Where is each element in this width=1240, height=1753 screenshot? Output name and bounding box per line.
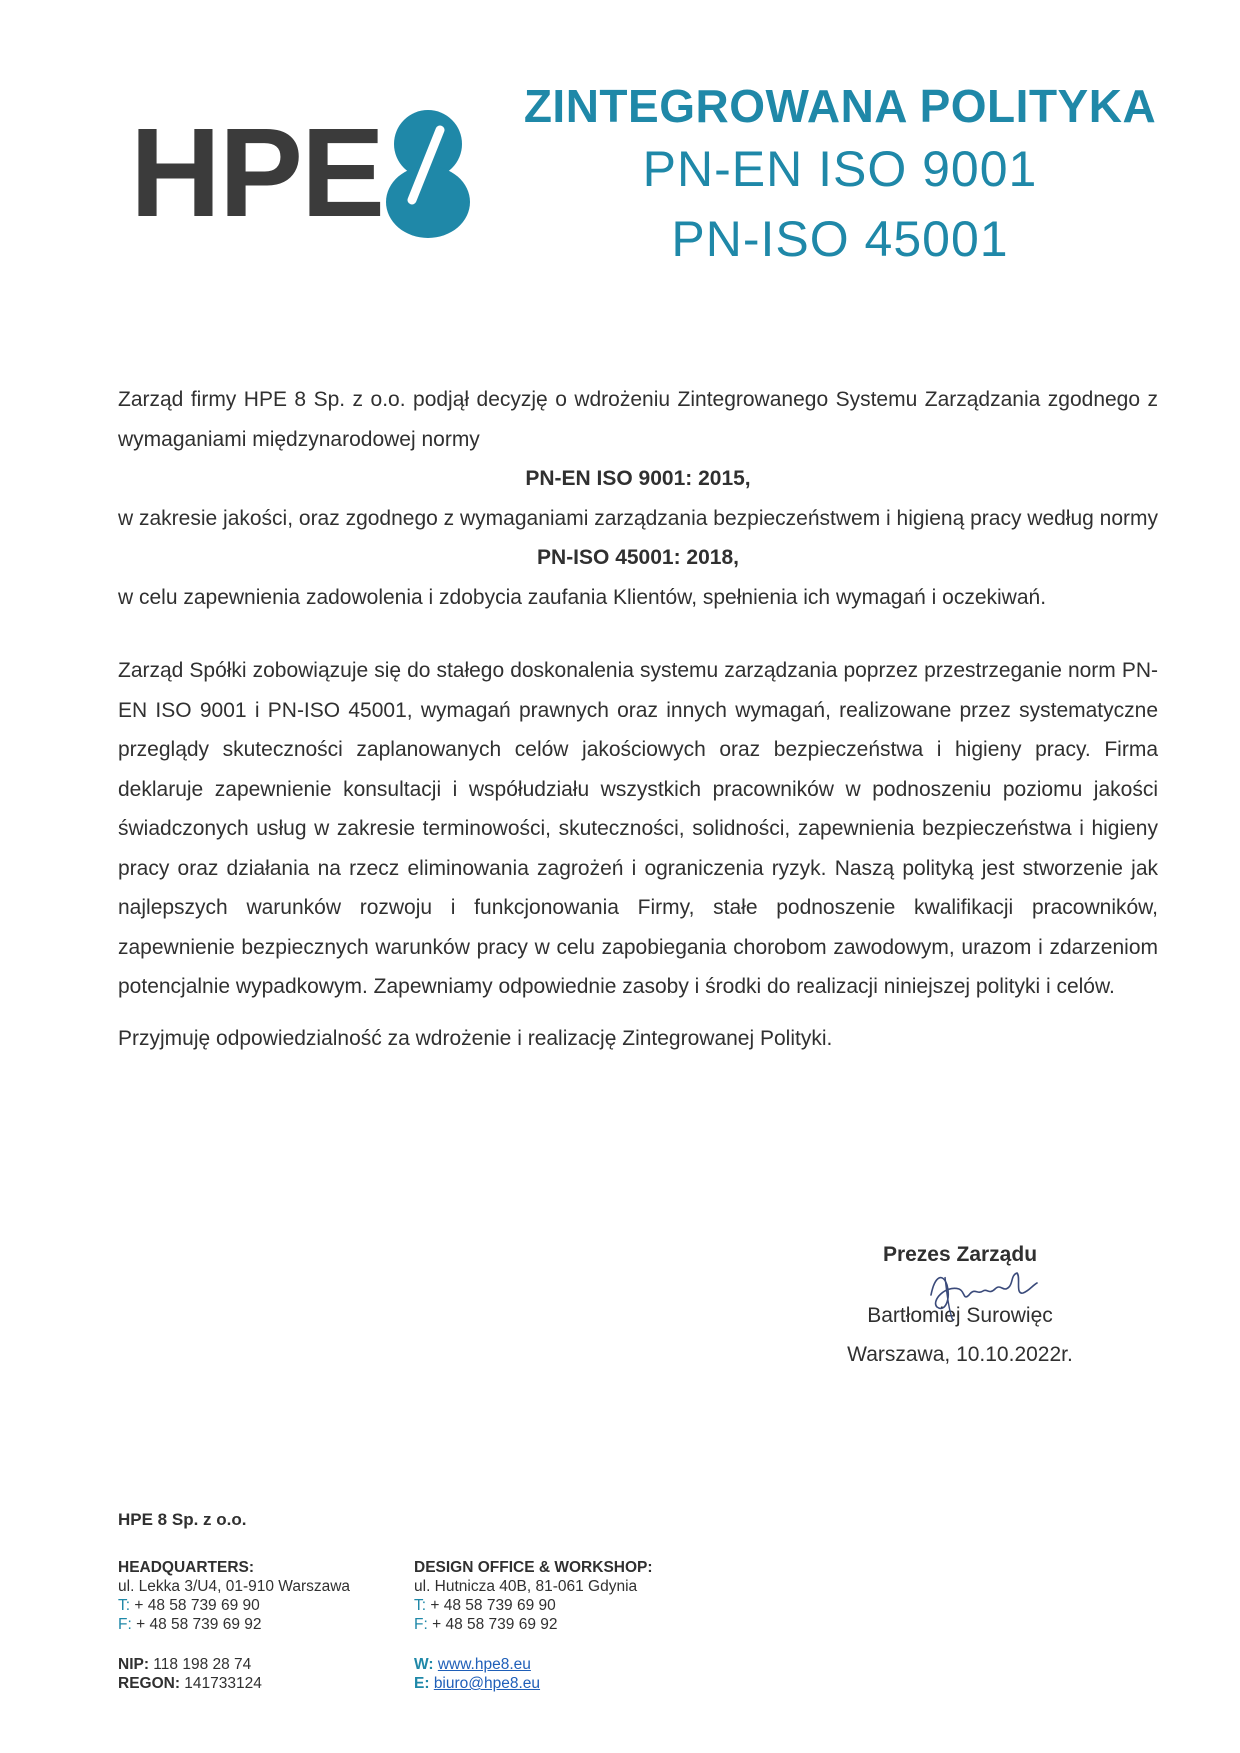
paragraph-commitment: Zarząd Spółki zobowiązuje się do stałego doskonalenia systemu zarządzania poprzez przestrzeganie norm PN-EN ISO 9001 i PN-ISO 45001, wymagań prawnych oraz innych wymagań, realizowane przez systematyczne przeglądy skuteczności zaplanowanych celów jakościowych oraz bezpieczeństwa i higieny pracy. Firma deklaruje zapewnienie konsultacji i współudziału wszystkich pracowników w podnoszeniu poziomu jakości świadczonych usług w zakresie terminowości, skuteczności, solidności, zapewnienia bezpieczeństwa i higieny pracy oraz działania na rzecz eliminowania zagrożeń i ograniczenia ryzyk. Naszą polityką jest stworzenie jak najlepszych warunków rozwoju i funkcjonowania Firmy, stałe podnoszenie kwalifikacji pracowników, zapewnienie bezpiecznych warunków pracy w celu zapobiegania chorobom zawodowym, urazom i zdarzeniom potencjalnie wypadkowym. Zapewniamy odpowiednie zasoby i środki do realizacji niniejszej polityki i celów. <box>118 659 1158 998</box>
contact-links <box>414 1655 540 1693</box>
signatory-role: Prezes Zarządu <box>882 1243 1038 1266</box>
headquarters-block <box>118 1558 350 1634</box>
title-line-3: PN-ISO 45001 <box>671 211 1009 267</box>
paragraph-responsibility: Przyjmuję odpowiedzialność za wdrożenie i realizację Zintegrowanej Polityki. <box>118 1026 833 1050</box>
handwritten-signature-icon <box>925 1255 1045 1325</box>
website-link[interactable]: www.hpe8.eu <box>437 1656 531 1673</box>
place-date: Warszawa, 10.10.2022r. <box>847 1343 1073 1366</box>
hq-phone-label: T: <box>118 1597 131 1614</box>
logo-eight-icon <box>382 108 474 238</box>
nip-label: NIP: <box>118 1656 149 1673</box>
paragraph-intro-3: w celu zapewnienia zadowolenia i zdobycia zaufania Klientów, spełnienia ich wymagań i oczekiwań. <box>118 585 1047 609</box>
office-fax: + 48 58 739 69 92 <box>427 1616 558 1633</box>
title-line-1: ZINTEGROWANA POLITYKA <box>523 80 1157 132</box>
policy-body <box>118 380 1158 1058</box>
registration-ids <box>118 1655 262 1693</box>
signatory-name: Bartłomiej Surowięc <box>867 1304 1053 1327</box>
headquarters-address: ul. Lekka 3/U4, 01-910 Warszawa <box>118 1578 351 1595</box>
office-phone: + 48 58 739 69 90 <box>426 1597 556 1614</box>
design-office-label: DESIGN OFFICE & WORKSHOP: <box>414 1559 653 1576</box>
standard-iso-45001: PN-ISO 45001: 2018, <box>537 546 739 569</box>
regon-value: 141733124 <box>180 1675 262 1692</box>
logo-text: HPE <box>130 102 384 243</box>
hq-fax: + 48 58 739 69 92 <box>131 1616 262 1633</box>
title-line-2: PN-EN ISO 9001 <box>642 141 1038 197</box>
nip-value: 118 198 28 74 <box>149 1656 252 1673</box>
hq-fax-label: F: <box>118 1616 132 1633</box>
office-fax-label: F: <box>414 1616 428 1633</box>
paragraph-intro-1: Zarząd firmy HPE 8 Sp. z o.o. podjął decyzję o wdrożeniu Zintegrowanego Systemu Zarządzania zgodnego z wymaganiami międzynarodowej normy <box>118 388 1158 451</box>
design-office-address: ul. Hutnicza 40B, 81-061 Gdynia <box>414 1578 638 1595</box>
regon-label: REGON: <box>118 1675 180 1692</box>
design-office-block <box>414 1558 653 1634</box>
paragraph-intro-2: w zakresie jakości, oraz zgodnego z wymaganiami zarządzania bezpieczeństwem i higieną pracy według normy <box>118 506 1159 530</box>
footer-company-name: HPE 8 Sp. z o.o. <box>118 1510 247 1529</box>
company-logo <box>130 102 475 243</box>
policy-title <box>520 78 1160 274</box>
standard-iso-9001: PN-EN ISO 9001: 2015, <box>525 467 751 490</box>
office-phone-label: T: <box>414 1597 427 1614</box>
email-link[interactable]: biuro@hpe8.eu <box>433 1675 541 1692</box>
hq-phone: + 48 58 739 69 90 <box>130 1597 260 1614</box>
web-label: W: <box>414 1656 434 1673</box>
email-label: E: <box>414 1675 430 1692</box>
headquarters-label: HEADQUARTERS: <box>118 1559 255 1576</box>
